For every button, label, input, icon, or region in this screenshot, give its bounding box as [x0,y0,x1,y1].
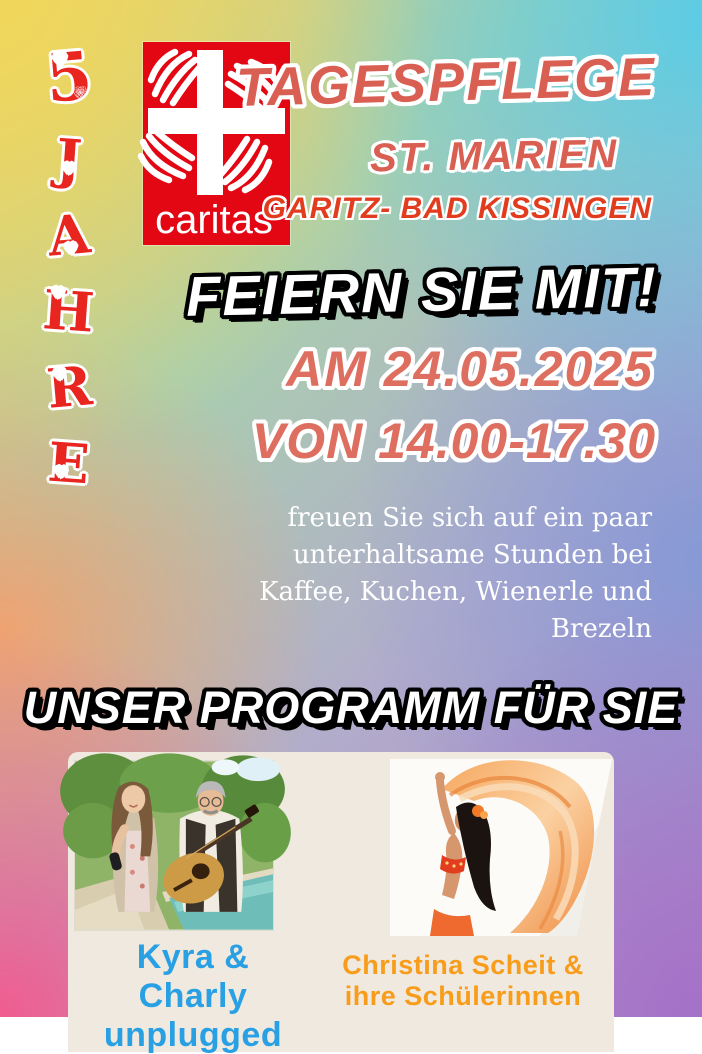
caritas-wordmark: caritas [155,198,273,242]
event-subtitle: ST. MARIEN [369,132,618,181]
event-location: GARITZ- BAD KISSINGEN [263,192,652,226]
anniversary-letter-e: E ♥ [47,435,92,492]
act-name-sub: unplugged [78,1016,308,1054]
christina-scheit-photo [390,759,612,936]
description-line: freuen Sie sich auf ein paar [182,500,652,537]
event-title: TAGESPFLEGE [235,46,657,119]
anniversary-letter-r: R ♥ [44,358,93,416]
act-caption-kyra-charly [78,938,308,1054]
act-name: Kyra & Charly [78,938,308,1016]
anniversary-letter-j: J ♥ [54,131,83,187]
act-name-sub: ihre Schülerinnen [338,981,588,1012]
act-caption-christina-scheit [338,950,588,1012]
program-card [68,752,614,1052]
description-line: Brezeln [182,611,652,648]
event-time: VON 14.00-17.30 [252,412,656,470]
invitation-headline: FEIERN SIE MIT! [186,254,659,329]
program-heading: UNSER PROGRAMM FÜR SIE [0,682,702,734]
anniversary-letter-5: ♡ 5 ♥ [43,42,95,112]
anniversary-letter-h: H ♥ [42,282,97,339]
anniversary-badge [26,44,112,490]
anniversary-letter-a: A ♥ [46,206,92,263]
description-line: Kaffee, Kuchen, Wienerle und [182,574,652,611]
event-date: AM 24.05.2025 [286,340,654,398]
kyra-charly-illustration [75,761,273,930]
christina-scheit-illustration [390,759,612,936]
description-line: unterhaltsame Stunden bei [182,537,652,574]
kyra-charly-photo [75,761,273,930]
act-name: Christina Scheit & [338,950,588,981]
event-description [182,500,652,648]
